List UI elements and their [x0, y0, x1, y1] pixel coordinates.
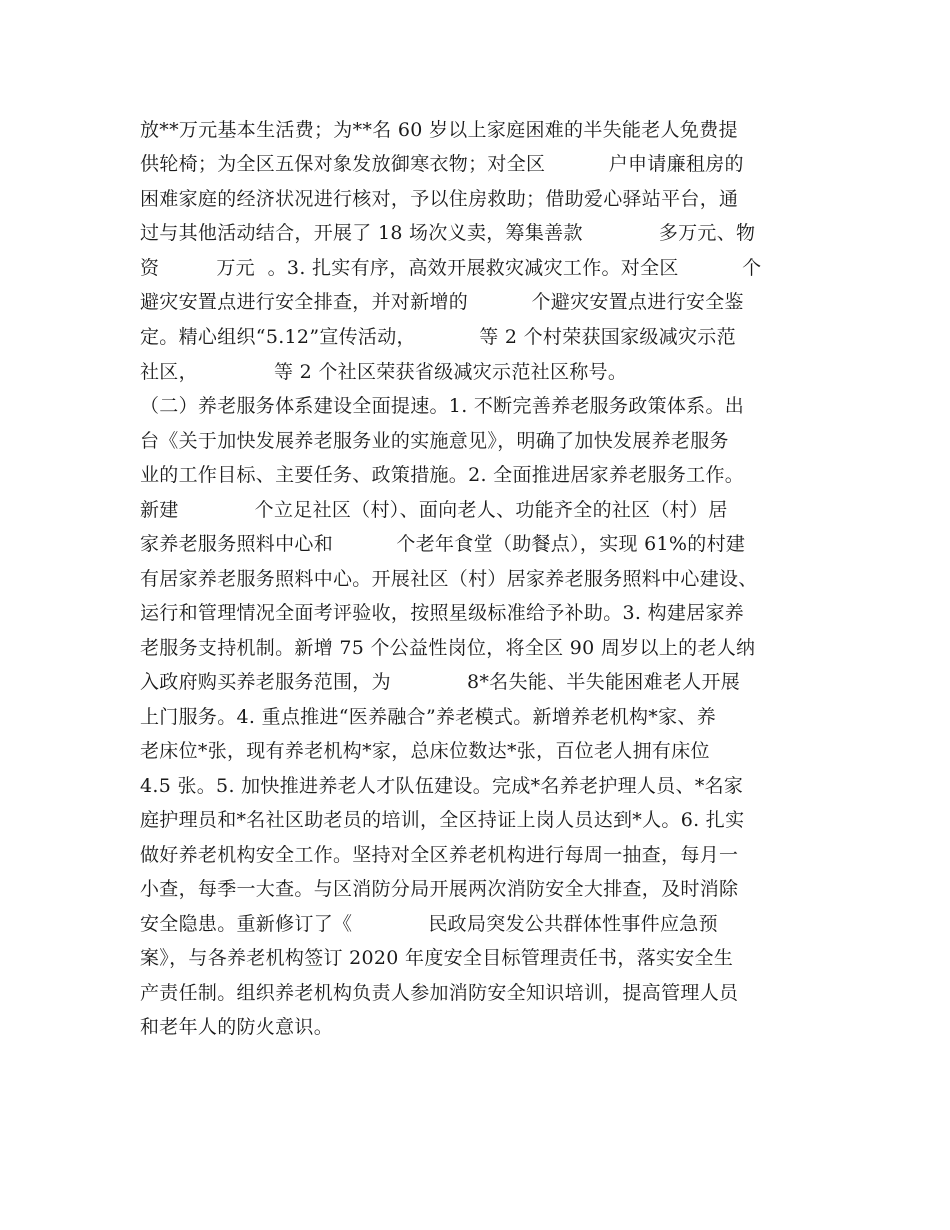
- text-line-19: 老床位*张，现有养老机构*家，总床位数达*张，百位老人拥有床位: [140, 740, 710, 762]
- text-line-18: 上门服务。4. 重点推进“医养融合”养老模式。新增养老机构*家、养: [140, 706, 716, 728]
- text-line-12: 新建 个立足社区（村）、面向老人、功能齐全的社区（村）居: [140, 499, 728, 521]
- text-line-17: 入政府购买养老服务范围，为 8*名失能、半失能困难老人开展: [140, 671, 741, 693]
- text-line-9: （二）养老服务体系建设全面提速。1. 不断完善养老服务政策体系。出: [140, 395, 745, 417]
- text-line-24: 安全隐患。重新修订了《 民政局突发公共群体性事件应急预: [140, 913, 718, 935]
- text-line-15: 运行和管理情况全面考评验收，按照星级标准给予补助。3. 构建居家养: [140, 602, 745, 624]
- text-line-20: 4.5 张。5. 加快推进养老人才队伍建设。完成*名养老护理人员、*名家: [140, 775, 744, 797]
- text-line-26: 产责任制。组织养老机构负责人参加消防安全知识培训，提高管理人员: [140, 982, 739, 1004]
- text-line-14: 有居家养老服务照料中心。开展社区（村）居家养老服务照料中心建设、: [140, 568, 758, 590]
- text-line-8: 社区， 等 2 个社区荣获省级减灾示范社区称号。: [140, 361, 628, 383]
- text-line-6: 避灾安置点进行安全排查，并对新增的 个避灾安置点进行安全鉴: [140, 291, 744, 313]
- text-line-1: 放**万元基本生活费；为**名 60 岁以上家庭困难的半失能老人免费提: [140, 119, 738, 141]
- text-line-16: 老服务支持机制。新增 75 个公益性岗位，将全区 90 周岁以上的老人纳: [140, 637, 756, 659]
- text-line-11: 业的工作目标、主要任务、政策措施。2. 全面推进居家养老服务工作。: [140, 464, 745, 486]
- text-line-7: 定。精心组织“5.12”宣传活动， 等 2 个村荣获国家级减灾示范: [140, 326, 736, 348]
- text-line-5: 资 万元 。3. 扎实有序，高效开展救灾减灾工作。对全区 个: [140, 257, 762, 279]
- text-line-25: 案》，与各养老机构签订 2020 年度安全目标管理责任书，落实安全生: [140, 947, 734, 969]
- text-line-3: 困难家庭的经济状况进行核对，予以住房救助；借助爱心驿站平台，通: [140, 188, 739, 210]
- text-line-2: 供轮椅；为全区五保对象发放御寒衣物；对全区 户申请廉租房的: [140, 153, 744, 175]
- text-line-10: 台《关于加快发展养老服务业的实施意见》，明确了加快发展养老服务: [140, 430, 729, 452]
- text-line-4: 过与其他活动结合，开展了 18 场次义卖，筹集善款 多万元、物: [140, 222, 756, 244]
- text-line-23: 小查，每季一大查。与区消防分局开展两次消防安全大排查，及时消除: [140, 878, 739, 900]
- text-line-21: 庭护理员和*名社区助老员的培训，全区持证上岗人员达到*人。6. 扎实: [140, 809, 745, 831]
- text-line-22: 做好养老机构安全工作。坚持对全区养老机构进行每周一抽查，每月一: [140, 844, 739, 866]
- text-line-13: 家养老服务照料中心和 个老年食堂（助餐点），实现 61%的村建: [140, 533, 746, 555]
- text-line-27: 和老年人的防火意识。: [140, 1016, 334, 1038]
